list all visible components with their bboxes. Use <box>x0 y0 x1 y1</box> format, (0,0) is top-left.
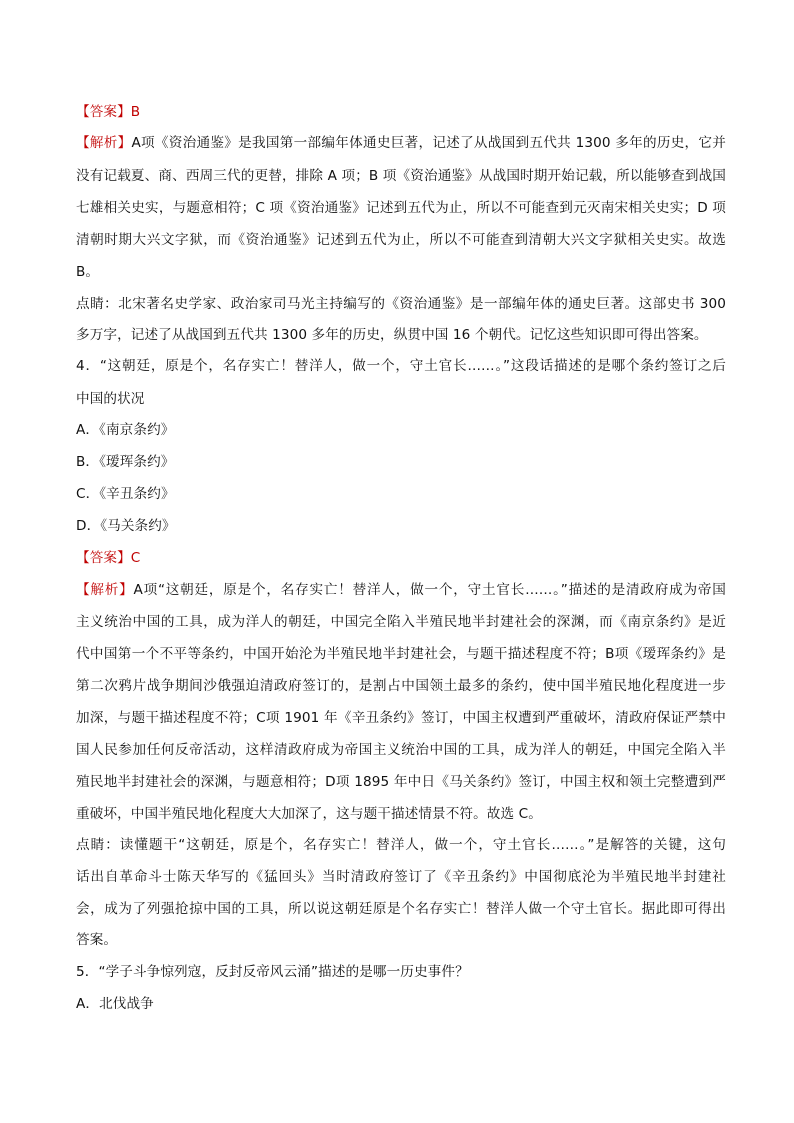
comment-line: 点睛：读懂题干“这朝廷，原是个，名存实亡！替洋人，做一个，守土官长……。”是解答的关键，这句 <box>76 837 726 853</box>
question-line: 4．“这朝廷，原是个，名存实亡！替洋人，做一个，守土官长……。”这段话描述的是哪个条约签订之后 <box>76 358 726 374</box>
answer-line <box>76 548 726 568</box>
analysis-text: A项《资治通鉴》是我国第一部编年体通史巨著，记述了从战国到五代共 1300 多年的历史，它并 <box>131 135 726 151</box>
analysis-line: 没有记载夏、商、西周三代的更替，排除 A 项；B 项《资治通鉴》从战国时期开始记载，所以能够查到战国 <box>76 168 726 184</box>
analysis-line: 殖民地半封建社会的深渊，与题意相符；D项 1895 年中日《马关条约》签订，中国主权和领土完整遭到严 <box>76 774 726 790</box>
comment-line: 会，成为了列强抢掠中国的工具，所以说这朝廷原是个名存实亡！替洋人做一个守土官长。据此即可得出 <box>76 901 726 917</box>
analysis-line: 第二次鸦片战争期间沙俄强迫清政府签订的，是割占中国领土最多的条约，使中国半殖民地化程度进一步 <box>76 678 726 694</box>
answer-value: C <box>130 550 141 566</box>
analysis-line <box>76 580 726 600</box>
analysis-line: 主义统治中国的工具，成为洋人的朝廷，中国完全陷入半殖民地半封建社会的深渊，而《南京条约》是近 <box>76 614 726 630</box>
answer-value: B <box>130 104 141 120</box>
comment-line: 点睛：北宋著名史学家、政治家司马光主持编写的《资治通鉴》是一部编年体的通史巨著。这部史书 300 <box>76 296 726 312</box>
analysis-label: 【解析】 <box>76 135 132 151</box>
analysis-line <box>76 133 726 153</box>
option-b: B．《瑷珲条约》 <box>76 454 175 470</box>
analysis-line: 代中国第一个不平等条约，中国开始沦为半殖民地半封建社会，与题干描述程度不符；B项《瑷珲条约》是 <box>76 646 726 662</box>
analysis-line: 国人民参加任何反帝活动，这样清政府成为帝国主义统治中国的工具，成为洋人的朝廷，中国完全陷入半 <box>76 742 726 758</box>
answer-label: 【答案】 <box>76 550 131 566</box>
analysis-line: 加深，与题干描述程度不符；C项 1901 年《辛丑条约》签订，中国主权遭到严重破坏，清政府保证严禁中 <box>76 710 726 726</box>
question-line: 5．“学子斗争惊列寇，反封反帝风云涌”描述的是哪一历史事件？ <box>76 964 469 980</box>
answer-label: 【答案】 <box>76 104 131 120</box>
analysis-line: B。 <box>76 264 100 280</box>
option-d: D．《马关条约》 <box>76 518 176 534</box>
question-line: 中国的状况 <box>76 391 145 407</box>
option-a: A．北伐战争 <box>76 996 154 1012</box>
comment-line: 答案。 <box>76 932 118 948</box>
comment-line: 多万字，记述了从战国到五代共 1300 多年的历史，纵贯中国 16 个朝代。记忆这些知识即可得出答案。 <box>76 327 708 343</box>
analysis-line: 七雄相关史实，与题意相符；C 项《资治通鉴》记述到五代为止，所以不可能查到元灭南宋相关史实；D 项 <box>76 200 726 216</box>
option-c: C．《辛丑条约》 <box>76 486 175 502</box>
option-a: A．《南京条约》 <box>76 422 175 438</box>
analysis-line: 清朝时期大兴文字狱，而《资治通鉴》记述到五代为止，所以不可能查到清朝大兴文字狱相关史实。故选 <box>76 232 726 248</box>
analysis-text: A项“这朝廷，原是个，名存实亡！替洋人，做一个，守土官长……。”描述的是清政府成为帝国 <box>133 582 726 598</box>
answer-line <box>76 102 726 122</box>
comment-line: 话出自革命斗士陈天华写的《猛回头》当时清政府签订了《辛丑条约》中国彻底沦为半殖民地半封建社 <box>76 869 726 885</box>
analysis-label: 【解析】 <box>76 582 134 598</box>
analysis-line: 重破坏，中国半殖民地化程度大大加深了，这与题干描述情景不符。故选 C。 <box>76 806 542 822</box>
